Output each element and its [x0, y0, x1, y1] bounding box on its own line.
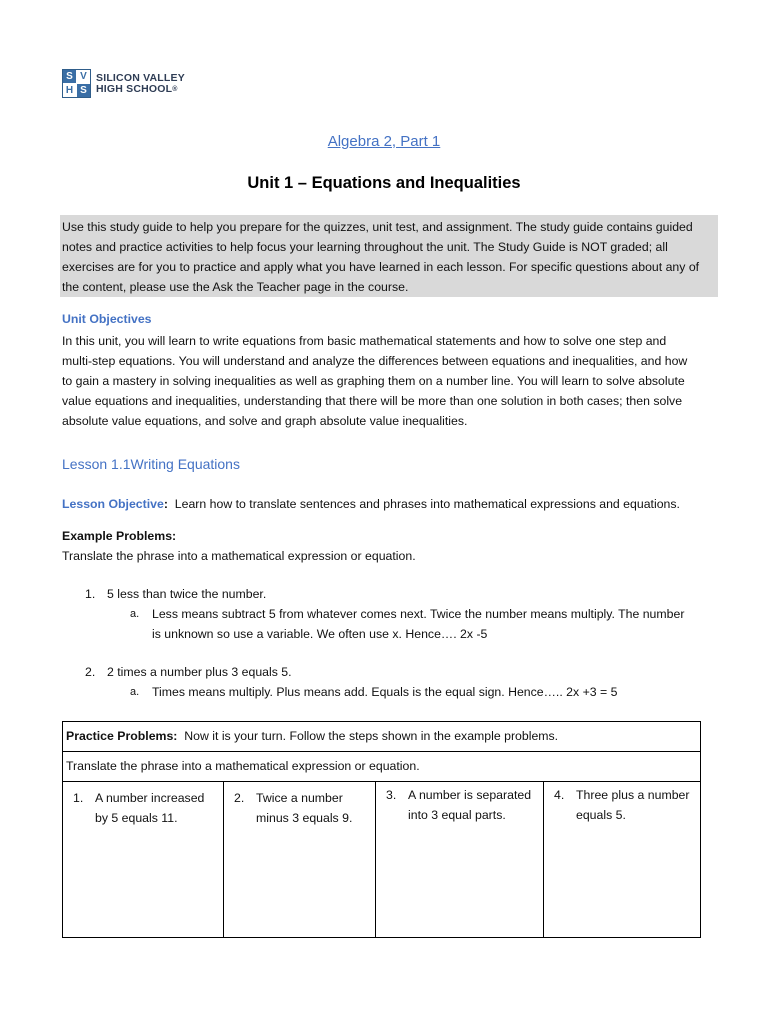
- objective-line: In this unit, you will learn to write equations from basic mathematical statements and how to solve one step and: [62, 334, 667, 348]
- objective-line: value equations and inequalities, understanding that there will be more than one solution in both cases; then solve: [62, 394, 683, 408]
- logo-letter: S: [77, 84, 90, 97]
- practice-translate-row: [63, 752, 701, 782]
- practice-table: [62, 721, 701, 938]
- problem-line: Three plus a number: [576, 788, 690, 802]
- course-title-link[interactable]: Algebra 2, Part 1: [327, 133, 441, 150]
- problem-number: 3.: [386, 788, 397, 802]
- example-number: 2.: [85, 665, 96, 679]
- problem-line: by 5 equals 11.: [95, 811, 178, 825]
- objective-line: absolute value equations, and solve and graph absolute value inequalities.: [62, 414, 468, 428]
- practice-problem-cell[interactable]: [544, 782, 701, 938]
- problem-line: A number increased: [95, 791, 205, 805]
- logo-line-1: SILICON VALLEY: [96, 71, 185, 84]
- unit-objectives-heading: Unit Objectives: [62, 312, 152, 326]
- practice-header-row: [63, 722, 701, 752]
- practice-instruction: Now it is your turn. Follow the steps shown in the example problems.: [177, 729, 559, 743]
- example-text: 2 times a number plus 3 equals 5.: [107, 665, 292, 679]
- intro-line: Use this study guide to help you prepare for the quizzes, unit test, and assignment. The study guide contains guided: [62, 220, 693, 234]
- example-item-1-sub: [130, 604, 684, 644]
- intro-line: the content, please use the Ask the Teacher page in the course.: [62, 280, 409, 294]
- intro-box: [60, 215, 718, 297]
- problem-number: 1.: [73, 791, 84, 805]
- problem-line: A number is separated: [408, 788, 532, 802]
- problem-number: 4.: [554, 788, 565, 802]
- example-sub-line: is unknown so use a variable. We often use x. Hence…. 2x -5: [152, 627, 488, 641]
- lesson-title: Lesson 1.1Writing Equations: [62, 456, 240, 472]
- logo-mark: [62, 69, 91, 98]
- practice-problems-row: [63, 782, 701, 938]
- example-text: 5 less than twice the number.: [107, 587, 267, 601]
- example-item-2-sub: [130, 682, 617, 702]
- practice-problem-cell[interactable]: [224, 782, 376, 938]
- logo-letter: S: [63, 70, 76, 83]
- logo-registered: ®: [172, 85, 178, 93]
- practice-problem-cell[interactable]: [376, 782, 544, 938]
- example-number: 1.: [85, 587, 96, 601]
- objective-line: to gain a mastery in solving inequalities as well as graphing them on a number line. You will learn to solve absolute: [62, 374, 685, 388]
- problem-line: minus 3 equals 9.: [256, 811, 353, 825]
- unit-title: Unit 1 – Equations and Inequalities: [247, 174, 521, 192]
- problem-number: 2.: [234, 791, 245, 805]
- practice-problem-cell[interactable]: [63, 782, 224, 938]
- example-problems-intro: Translate the phrase into a mathematical expression or equation.: [62, 549, 416, 563]
- example-sub-letter: a.: [130, 608, 140, 620]
- example-sub-line: Less means subtract 5 from whatever comes next. Twice the number means multiply. The number: [152, 607, 685, 621]
- practice-header-cell: [63, 722, 701, 752]
- example-sub-line: Times means multiply. Plus means add. Equals is the equal sign. Hence….. 2x +3 = 5: [152, 685, 618, 699]
- logo-line-2: HIGH SCHOOL: [96, 82, 173, 95]
- lesson-objective: [62, 494, 680, 514]
- practice-translate-cell: Translate the phrase into a mathematical expression or equation.: [63, 752, 701, 782]
- example-item-1: [85, 584, 266, 604]
- objective-line: multi-step equations. You will understand and analyze the differences between equations and inequalities, and how: [62, 354, 688, 368]
- unit-objectives-text: [62, 331, 722, 431]
- logo-letter: H: [63, 84, 76, 97]
- lesson-objective-label: Lesson Objective: [62, 497, 164, 511]
- logo-text: [96, 73, 185, 95]
- practice-label: Practice Problems:: [66, 729, 178, 743]
- problem-line: Twice a number: [256, 791, 343, 805]
- problem-line: equals 5.: [576, 808, 626, 822]
- intro-line: notes and practice activities to help focus your learning throughout the unit. The Study Guide is NOT graded; all: [62, 240, 668, 254]
- lesson-objective-text: Learn how to translate sentences and phrases into mathematical expressions and equations.: [167, 497, 680, 511]
- intro-line: exercises are for you to practice and apply what you have learned in each lesson. For specific questions about any of: [62, 260, 700, 274]
- problem-line: into 3 equal parts.: [408, 808, 506, 822]
- example-sub-letter: a.: [130, 686, 140, 698]
- logo-letter: V: [77, 70, 90, 83]
- school-logo: [62, 69, 185, 98]
- lesson-objective-colon: :: [163, 497, 168, 511]
- example-item-2: [85, 662, 292, 682]
- example-problems-heading: Example Problems:: [62, 529, 177, 543]
